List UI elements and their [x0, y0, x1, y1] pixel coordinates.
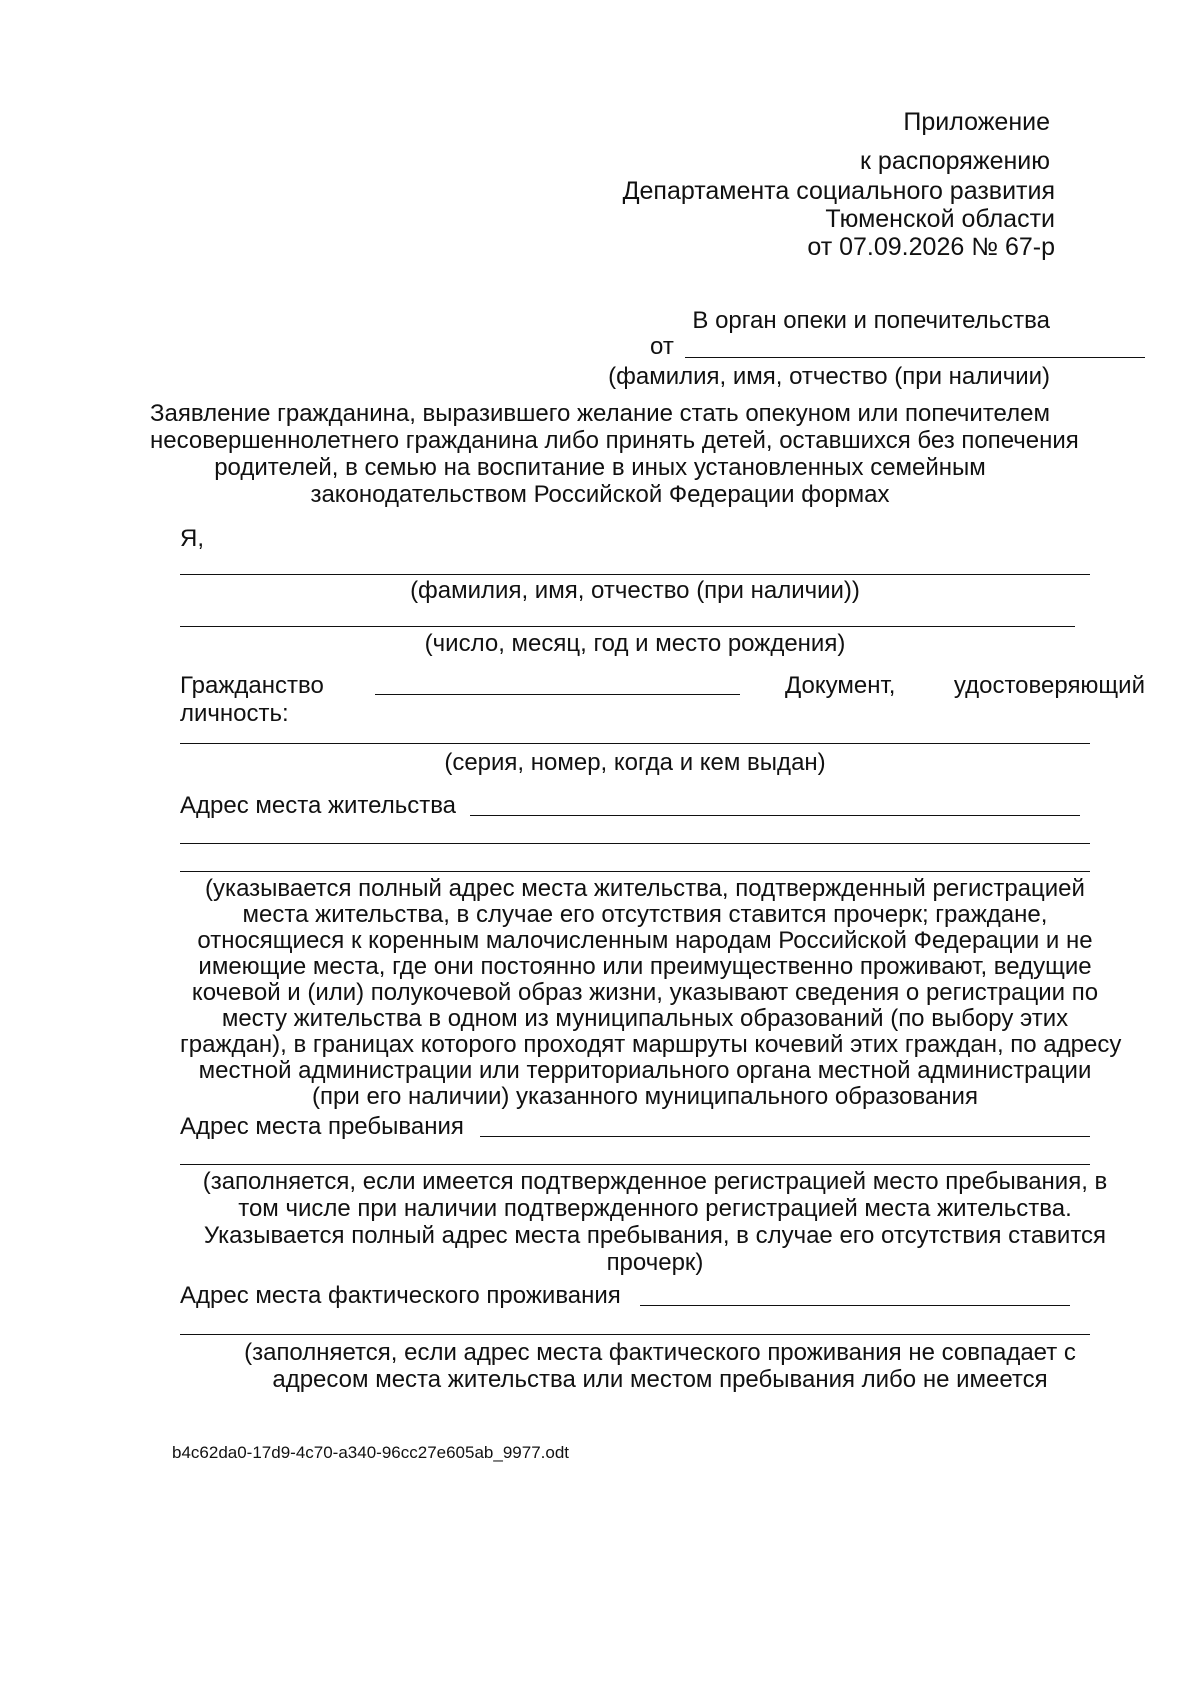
- stay-hint: [180, 1168, 1130, 1276]
- residence-hint: [180, 875, 1122, 1110]
- title-line: Заявление гражданина, выразившего желание стать опекуном или попечителем: [150, 400, 1050, 427]
- residence-hint-line: (при его наличии) указанного муниципального образования: [312, 1083, 978, 1110]
- actual-hint-line: адресом места жительства или местом пребывания либо не имеется: [272, 1366, 1048, 1393]
- stay-hint-line: том числе при наличии подтвержденного регистрацией места жительства.: [238, 1195, 1072, 1222]
- document-label: Документ,: [785, 672, 896, 699]
- residence-hint-line: местной администрации или территориального органа местной администрации: [198, 1057, 1092, 1084]
- department-name: Департамента социального развития: [622, 177, 1055, 205]
- footer-filename: b4c62da0-17d9-4c70-a340-96cc27e605ab_9977.odt: [172, 1443, 570, 1462]
- from-name-hint: (фамилия, имя, отчество (при наличии): [608, 363, 1050, 390]
- stay-label: Адрес места пребывания: [180, 1113, 464, 1140]
- identity-label: личность:: [180, 700, 289, 727]
- from-name-field[interactable]: [685, 357, 1145, 358]
- citizenship-label: Гражданство: [180, 672, 324, 699]
- stay-field-2[interactable]: [180, 1164, 1090, 1165]
- title-line: законодательством Российской Федерации формах: [310, 481, 890, 508]
- actual-residence-field-2[interactable]: [180, 1334, 1090, 1335]
- title-line: несовершеннолетнего гражданина либо принять детей, оставшихся без попечения: [150, 427, 1079, 454]
- residence-field-3[interactable]: [180, 871, 1090, 872]
- order-date-number: от 07.09.2026 № 67-р: [807, 233, 1055, 261]
- title-line: родителей, в семью на воспитание в иных установленных семейным: [214, 454, 986, 481]
- actual-residence-hint: [180, 1339, 1140, 1393]
- residence-field-2[interactable]: [180, 843, 1090, 844]
- identity-document-hint: (серия, номер, когда и кем выдан): [444, 749, 826, 776]
- applicant-name-field[interactable]: [180, 574, 1090, 575]
- applicant-name-hint: (фамилия, имя, отчество (при наличии)): [410, 577, 860, 604]
- residence-hint-line: кочевой и (или) полукочевой образ жизни, указывают сведения о регистрации по: [191, 979, 1099, 1006]
- application-title: [150, 400, 1079, 508]
- addressee-authority: В орган опеки и попечительства: [692, 307, 1050, 334]
- identifying-label: удостоверяющий: [953, 672, 1145, 699]
- actual-residence-field-1[interactable]: [640, 1305, 1070, 1306]
- citizenship-field[interactable]: [375, 694, 740, 695]
- residence-hint-line: (указывается полный адрес места жительства, подтвержденный регистрацией: [205, 875, 1085, 902]
- from-label: от: [650, 333, 674, 360]
- birth-hint: (число, месяц, год и место рождения): [424, 630, 846, 657]
- order-reference: к распоряжению: [860, 147, 1050, 175]
- i-label: Я,: [180, 525, 204, 552]
- stay-hint-line: Указывается полный адрес места пребывания, в случае его отсутствия ставится: [203, 1222, 1107, 1249]
- residence-hint-line: граждан), в границах которого проходят маршруты кочевий этих граждан, по адресу: [180, 1031, 1122, 1058]
- region-name: Тюменской области: [825, 205, 1055, 233]
- birth-field[interactable]: [180, 626, 1075, 627]
- residence-hint-line: месту жительства в одном из муниципальных образований (по выбору этих: [221, 1005, 1069, 1032]
- residence-label: Адрес места жительства: [180, 792, 457, 819]
- stay-hint-line: прочерк): [606, 1249, 704, 1276]
- residence-hint-line: относящиеся к коренным малочисленным народам Российской Федерации и не: [197, 927, 1093, 954]
- stay-hint-line: (заполняется, если имеется подтвержденное регистрацией место пребывания, в: [202, 1168, 1108, 1195]
- actual-hint-line: (заполняется, если адрес места фактического проживания не совпадает с: [244, 1339, 1076, 1366]
- appendix-title: Приложение: [903, 108, 1050, 136]
- residence-field-1[interactable]: [470, 815, 1080, 816]
- stay-field-1[interactable]: [480, 1136, 1090, 1137]
- identity-document-field[interactable]: [180, 743, 1090, 744]
- residence-hint-line: имеющие места, где они постоянно или преимущественно проживают, ведущие: [198, 953, 1092, 980]
- actual-residence-label: Адрес места фактического проживания: [180, 1282, 621, 1309]
- residence-hint-line: места жительства, в случае его отсутствия ставится прочерк; граждане,: [242, 901, 1048, 928]
